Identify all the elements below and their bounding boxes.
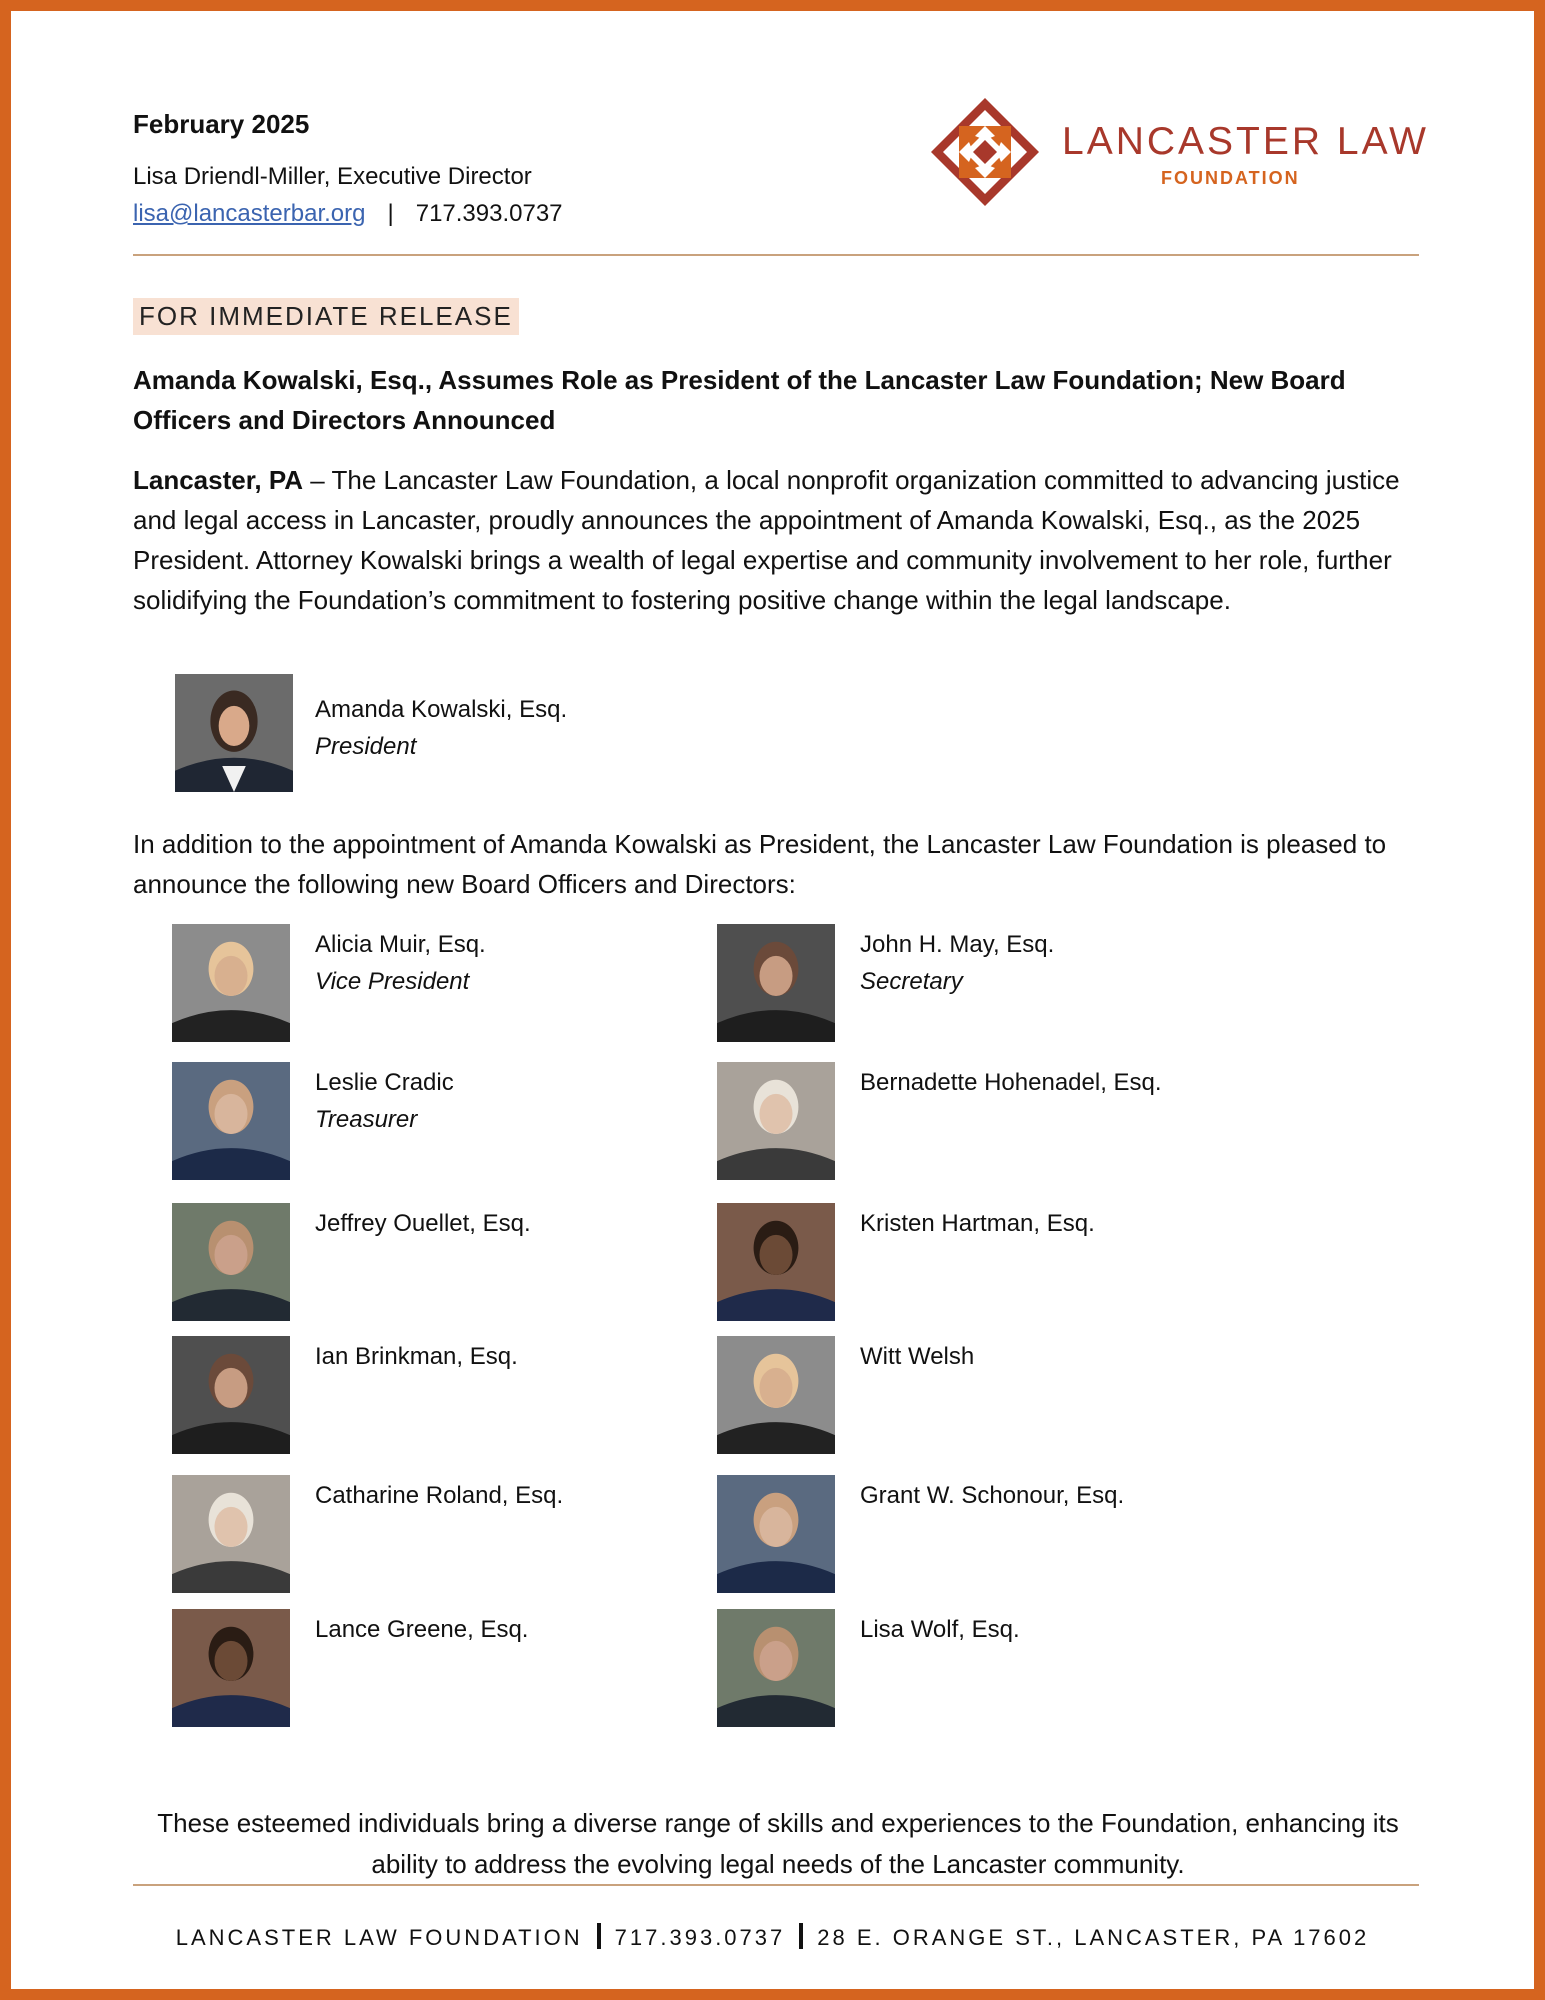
- contact-line: [133, 200, 563, 228]
- board-member-role: Treasurer: [315, 1106, 418, 1133]
- board-member-photo: [717, 1062, 835, 1180]
- board-member-role: Vice President: [315, 968, 470, 995]
- intro-text: – The Lancaster Law Foundation, a local nonprofit organization committed to advancing justice and legal access in Lancaster, proudly announces the appointment of Amanda Kowalski, Esq., as the 2025 President. Attorney Kowalski brings a wealth of legal expertise and community involvement to her role, further solidifying the Foundation’s commitment to fostering positive change within the legal landscape.: [133, 465, 1400, 615]
- president-entry: [315, 691, 567, 765]
- board-member-photo: [172, 1475, 290, 1593]
- board-member-entry: [860, 926, 1054, 1000]
- footer-address: 28 E. ORANGE ST., LANCASTER, PA 17602: [817, 1925, 1370, 1950]
- board-member-photo: [717, 924, 835, 1042]
- board-member-name: John H. May, Esq.: [860, 931, 1055, 958]
- board-member-name: Bernadette Hohenadel, Esq.: [860, 1069, 1162, 1096]
- footer-org: LANCASTER LAW FOUNDATION: [175, 1925, 583, 1950]
- board-member-name: Kristen Hartman, Esq.: [860, 1210, 1095, 1237]
- board-member-entry: [315, 1338, 518, 1375]
- contact-phone: 717.393.0737: [415, 200, 563, 227]
- contact-name: Lisa Driendl-Miller, Executive Director: [133, 163, 532, 190]
- board-member-entry: [315, 926, 486, 1000]
- board-member-name: Alicia Muir, Esq.: [315, 931, 486, 958]
- board-member-entry: [315, 1477, 563, 1514]
- board-member-photo: [172, 1203, 290, 1321]
- board-member-entry: [860, 1205, 1095, 1242]
- board-member-name: Jeffrey Ouellet, Esq.: [315, 1210, 531, 1237]
- board-member-photo: [172, 924, 290, 1042]
- release-tag: FOR IMMEDIATE RELEASE: [133, 298, 519, 335]
- email-link[interactable]: lisa@lancasterbar.org: [133, 200, 366, 227]
- board-member-name: Witt Welsh: [860, 1343, 975, 1370]
- board-member-entry: [315, 1064, 454, 1138]
- logo-title: LANCASTER LAW: [1062, 120, 1429, 163]
- board-member-photo: [717, 1203, 835, 1321]
- board-member-name: Lance Greene, Esq.: [315, 1616, 529, 1643]
- board-member-name: Leslie Cradic: [315, 1069, 454, 1096]
- board-member-entry: [860, 1477, 1124, 1514]
- headline: Amanda Kowalski, Esq., Assumes Role as President of the Lancaster Law Foundation; New Board Officers and Directors Announced: [133, 365, 1346, 435]
- board-member-name: Catharine Roland, Esq.: [315, 1482, 564, 1509]
- logo-subtitle: FOUNDATION: [1161, 168, 1300, 188]
- board-member-name: Ian Brinkman, Esq.: [315, 1343, 518, 1370]
- board-member-name: Lisa Wolf, Esq.: [860, 1616, 1020, 1643]
- board-member-entry: [860, 1611, 1020, 1648]
- president-role: President: [315, 733, 417, 760]
- board-member-photo: [717, 1475, 835, 1593]
- board-member-name: Grant W. Schonour, Esq.: [860, 1482, 1125, 1509]
- president-photo: [175, 674, 293, 792]
- board-member-photo: [172, 1609, 290, 1727]
- footer-separator: [799, 1923, 803, 1949]
- board-member-role: Secretary: [860, 968, 963, 995]
- logo-emblem-icon: [929, 96, 1041, 208]
- dateline-place: Lancaster, PA: [133, 465, 304, 495]
- announcement-paragraph: In addition to the appointment of Amanda Kowalski as President, the Lancaster Law Foundation is pleased to announce the following new Board Officers and Directors:: [133, 829, 1387, 899]
- board-member-photo: [717, 1336, 835, 1454]
- footer-divider: [133, 1884, 1419, 1886]
- closing-statement: These esteemed individuals bring a diverse range of skills and experiences to the Foundation, enhancing its ability to address the evolving legal needs of the Lancaster community.: [157, 1808, 1399, 1879]
- board-member-entry: [315, 1205, 531, 1242]
- board-member-entry: [860, 1338, 974, 1375]
- contact-separator: |: [387, 200, 394, 227]
- president-name: Amanda Kowalski, Esq.: [315, 696, 568, 723]
- board-member-entry: [315, 1611, 528, 1648]
- footer-separator: [597, 1923, 601, 1949]
- board-member-photo: [172, 1336, 290, 1454]
- footer: [11, 1923, 1534, 1951]
- board-member-entry: [860, 1064, 1162, 1101]
- header-divider: [133, 254, 1419, 256]
- footer-phone: 717.393.0737: [614, 1925, 786, 1950]
- board-member-photo: [172, 1062, 290, 1180]
- release-date: February 2025: [133, 109, 310, 139]
- board-member-photo: [717, 1609, 835, 1727]
- intro-paragraph: [133, 460, 1433, 620]
- foundation-logo: [929, 96, 1429, 211]
